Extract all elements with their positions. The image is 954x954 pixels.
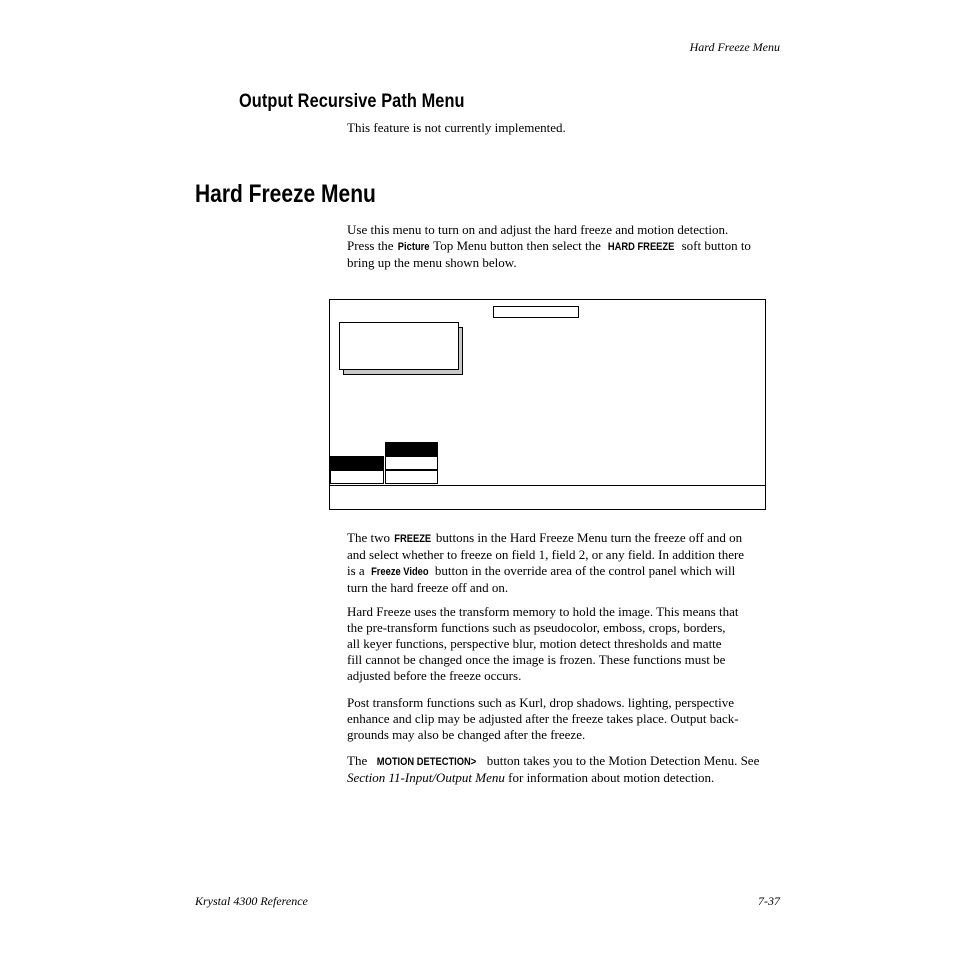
- p1-text: button in the override area of the control panel which will: [431, 563, 736, 578]
- p2-line-2: the pre-transform functions such as pseudocolor, emboss, crops, borders,: [347, 620, 726, 635]
- intro-line-1: Use this menu to turn on and adjust the hard freeze and motion detection.: [347, 222, 729, 237]
- footer-page-number: 7-37: [758, 894, 780, 908]
- transform-memory-paragraph: [347, 604, 783, 684]
- status-bar-divider: [330, 485, 765, 486]
- p2-line-1: Hard Freeze uses the transform memory to hold the image. This means that: [347, 604, 739, 619]
- p2-line-3: all keyer functions, perspective blur, motion detect thresholds and matte: [347, 636, 722, 651]
- freeze-buttons-paragraph: [347, 530, 783, 596]
- hard-freeze-button-label: HARD FREEZE: [607, 241, 675, 253]
- menu-title-box: [493, 306, 579, 318]
- p2-line-4: fill cannot be changed once the image is frozen. These functions must be: [347, 652, 726, 667]
- p1-text: The two: [347, 530, 394, 545]
- freeze-button-label: FREEZE: [394, 533, 432, 545]
- intro-text: Top Menu button then select the: [430, 238, 605, 253]
- section-reference: Section 11-Input/Output Menu: [347, 770, 505, 785]
- intro-line-3: bring up the menu shown below.: [347, 255, 517, 270]
- motion-button-bottom: [330, 470, 384, 484]
- p1-text: buttons in the Hard Freeze Menu turn the freeze off and on: [432, 530, 743, 545]
- p1-line-2: and select whether to freeze on field 1, field 2, or any field. In addition there: [347, 547, 745, 562]
- hard-freeze-menu-figure: [329, 299, 766, 510]
- intro-paragraph: [347, 222, 783, 271]
- section-heading-hard-freeze: Hard Freeze Menu: [195, 180, 376, 208]
- motion-detection-paragraph: [347, 753, 783, 786]
- p3-line-1: Post transform functions such as Kurl, drop shadows. lighting, perspective: [347, 695, 735, 710]
- p3-line-3: grounds may also be changed after the freeze.: [347, 727, 586, 742]
- running-header: Hard Freeze Menu: [689, 40, 780, 54]
- post-transform-paragraph: [347, 695, 783, 743]
- footer-book-title: Krystal 4300 Reference: [195, 894, 308, 908]
- p1-text: is a: [347, 563, 368, 578]
- motion-detection-button-label: MOTION DETECTION>: [377, 756, 477, 768]
- p4-text: button takes you to the Motion Detection Menu. See: [483, 753, 760, 768]
- p3-line-2: enhance and clip may be adjusted after the freeze takes place. Output back-: [347, 711, 739, 726]
- freeze-button-lower: [385, 470, 438, 484]
- freeze-button-top-dark: [385, 442, 438, 456]
- info-panel: [339, 322, 459, 370]
- p4-text: The: [347, 753, 371, 768]
- freeze-video-button-label: Freeze Video: [371, 566, 429, 578]
- p4-text: for information about motion detection.: [504, 770, 715, 785]
- freeze-button-bottom: [385, 456, 438, 470]
- p2-line-5: adjusted before the freeze occurs.: [347, 668, 522, 683]
- intro-text: soft button to: [678, 238, 751, 253]
- p1-line-4: turn the hard freeze off and on.: [347, 580, 509, 595]
- section-heading-output-recursive: Output Recursive Path Menu: [239, 91, 465, 112]
- motion-button-top-dark: [330, 456, 384, 470]
- not-implemented-note: This feature is not currently implemented.: [347, 120, 566, 135]
- picture-button-label: Picture: [397, 241, 430, 253]
- intro-text: Press the: [347, 238, 397, 253]
